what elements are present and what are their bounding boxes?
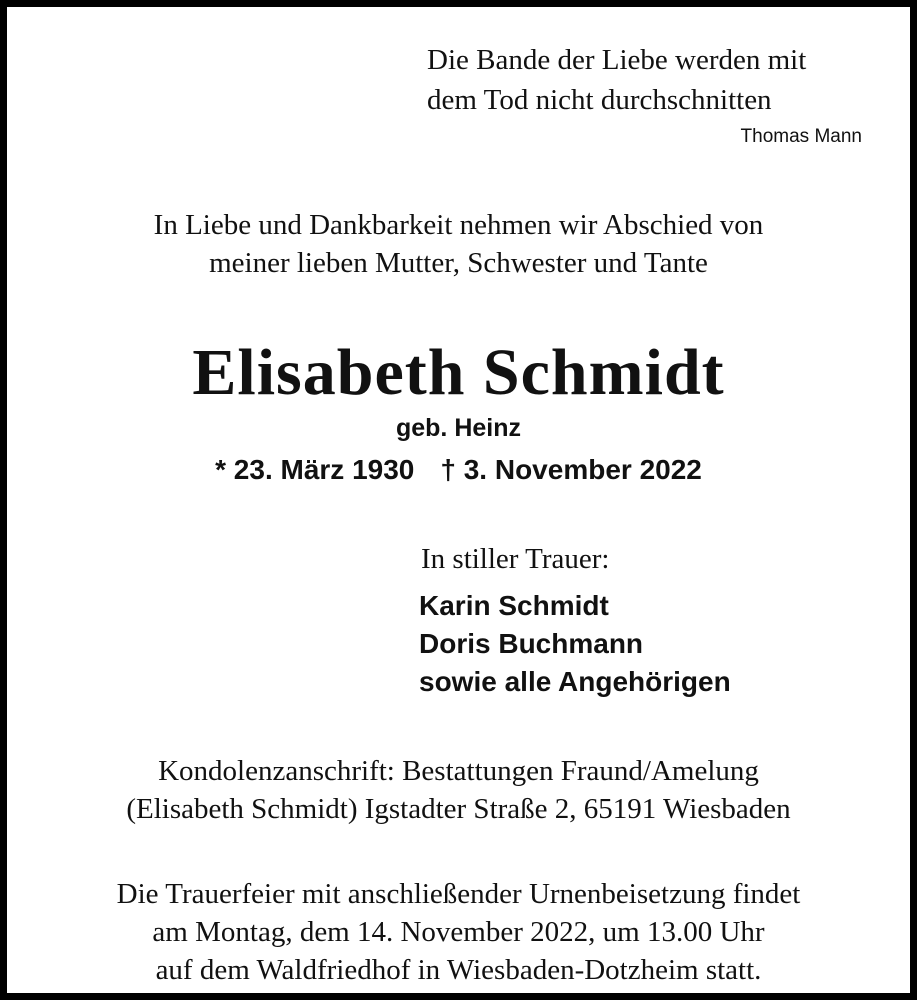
maiden-name: geb. Heinz (395, 414, 521, 442)
condolence-address (7, 752, 910, 828)
mourner-name: Karin Schmidt (419, 590, 609, 621)
funeral-line: am Montag, dem 14. November 2022, um 13.00 Uhr (152, 916, 765, 948)
condolence-line: Kondolenzanschrift: Bestattungen Fraund/Amelung (158, 755, 759, 787)
quote-author: Thomas Mann (740, 126, 862, 147)
condolence-line: (Elisabeth Schmidt) Igstadter Straße 2, 65191 Wiesbaden (126, 793, 791, 825)
mourning-label: In stiller Trauer: (421, 543, 610, 575)
quote-line: dem Tod nicht durchschnitten (427, 84, 772, 116)
quote-line: Die Bande der Liebe werden mit (427, 44, 807, 76)
death-date: † 3. November 2022 (440, 454, 702, 485)
funeral-details (7, 875, 910, 989)
birth-date: * 23. März 1930 (215, 454, 415, 485)
mourners-list (419, 587, 731, 701)
funeral-line: auf dem Waldfriedhof in Wiesbaden-Dotzheim statt. (155, 954, 762, 986)
epigraph-quote (427, 40, 887, 120)
farewell-intro (7, 206, 910, 282)
deceased-name: Elisabeth Schmidt (192, 336, 725, 409)
mourner-name: Doris Buchmann (419, 628, 644, 659)
funeral-line: Die Trauerfeier mit anschließender Urnenbeisetzung findet (116, 878, 801, 910)
life-dates (7, 452, 910, 488)
intro-line: In Liebe und Dankbarkeit nehmen wir Abschied von (153, 209, 764, 241)
intro-line: meiner lieben Mutter, Schwester und Tante (209, 247, 708, 279)
mourner-name: sowie alle Angehörigen (419, 666, 731, 697)
